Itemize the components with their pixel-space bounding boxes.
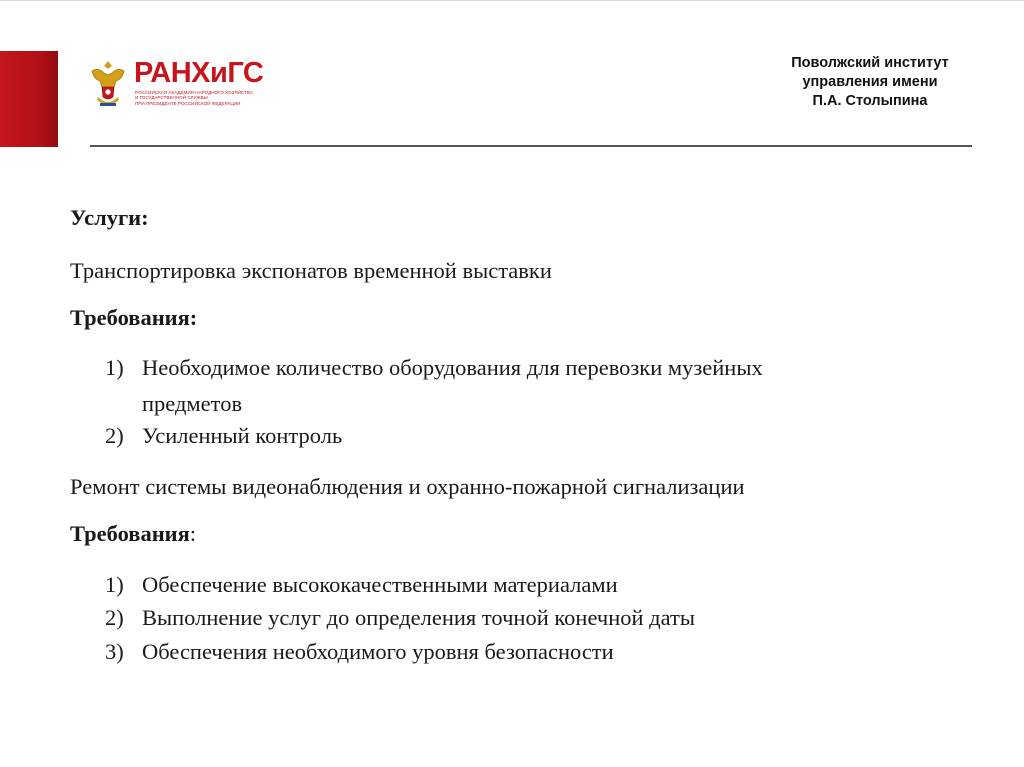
list-number: 1) <box>105 572 124 597</box>
list-item: Выполнение услуг до определения точной конечной даты <box>142 605 695 630</box>
list-number: 2) <box>105 605 124 630</box>
institute-line: Поволжский институт <box>791 55 949 71</box>
list-item: Усиленный контроль <box>142 423 343 448</box>
ranepa-logo <box>88 57 264 111</box>
header-divider <box>90 145 972 147</box>
institute-name <box>720 54 1020 111</box>
logo-title: РАНХиГС <box>134 57 264 89</box>
list-number: 3) <box>105 639 124 664</box>
list-number: 2) <box>105 423 124 448</box>
requirements-heading-text: Требования <box>70 521 190 546</box>
service-item: Ремонт системы видеонаблюдения и охранно-пожарной сигнализации <box>70 474 745 499</box>
logo-subtitle-line: РОССИЙСКАЯ АКАДЕМИЯ НАРОДНОГО ХОЗЯЙСТВА <box>135 90 253 95</box>
logo-subtitle-line: И ГОСУДАРСТВЕННОЙ СЛУЖБЫ <box>135 95 208 101</box>
logo-subtitle-line: ПРИ ПРЕЗИДЕНТЕ РОССИЙСКОЙ ФЕДЕРАЦИИ <box>135 100 241 106</box>
list-item-continuation: предметов <box>142 391 243 416</box>
requirements-heading <box>70 520 196 548</box>
red-accent-bar <box>0 51 58 147</box>
list-item: Обеспечения необходимого уровня безопасности <box>142 639 614 664</box>
institute-line: управления имени <box>802 74 938 90</box>
logo-subtitle <box>135 90 257 106</box>
list-number: 1) <box>105 355 124 380</box>
service-item: Транспортировка экспонатов временной выставки <box>70 258 552 283</box>
eagle-emblem-icon <box>88 57 128 109</box>
institute-line: П.А. Столыпина <box>812 93 928 109</box>
list-item: Обеспечение высококачественными материалами <box>142 572 618 597</box>
requirements-heading: Требования: <box>70 305 198 330</box>
requirements-heading-colon: : <box>189 521 197 546</box>
list-item: Необходимое количество оборудования для перевозки музейных <box>142 355 763 380</box>
services-heading: Услуги: <box>70 205 149 230</box>
